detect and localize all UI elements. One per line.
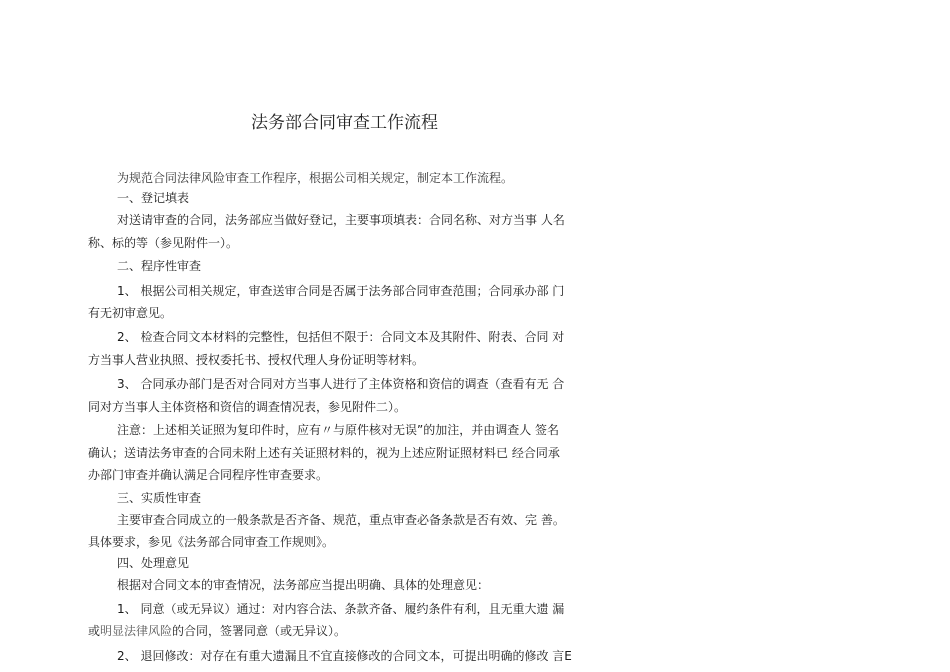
- opinions-item-1-text-a: 或: [88, 624, 101, 638]
- substantive-paragraph-line-1: 主要审查合同成立的一般条款是否齐备、规范，重点审查必备条款是否有效、完 善。: [117, 513, 565, 527]
- registration-paragraph-line-1: 对送请审查的合同，法务部应当做好登记，主要事项填表：合同名称、对方当事 人名: [117, 213, 565, 227]
- procedural-item-2-line-1: 2、 检查合同文本材料的完整性，包括但不限于：合同文本及其附件、附表、合同 对: [117, 330, 565, 344]
- opinions-item-1-text-c: 的合同，签署同意（或无异议）。: [172, 624, 347, 638]
- procedural-note-line-3: 办部门审查并确认满足合同程序性审查要求。: [88, 468, 329, 482]
- opinions-item-2-line-1: 2、 退回修改：对存在有重大遗漏且不宜直接修改的合同文本，可提出明确的修改 言E: [117, 649, 572, 663]
- registration-paragraph-line-2: 称、标的等（参见附件一）。: [88, 236, 239, 250]
- page-title: 法务部合同审查工作流程: [251, 113, 438, 133]
- procedural-item-1-line-2: 有无初审意见。: [88, 306, 173, 320]
- intro-paragraph: 为规范合同法律风险审查工作程序，根据公司相关规定，制定本工作流程。: [117, 171, 514, 185]
- procedural-item-1-line-1: 1、 根据公司相关规定，审查送审合同是否属于法务部合同审查范围；合同承办部 门: [117, 284, 565, 298]
- opinions-item-1-text-b: 明显法律风险: [100, 624, 173, 638]
- procedural-note-line-2: 确认；送请法务审查的合同未附上述有关证照材料的，视为上述应附证照材料已 经合同承: [88, 446, 560, 460]
- opinions-item-1-line-2: [88, 623, 346, 639]
- opinions-item-1-line-1: 1、 同意（或无异议）通过：对内容合法、条款齐备、履约条件有利，且无重大遗 漏: [117, 602, 565, 616]
- procedural-note-line-1: 注意：上述相关证照为复印件时，应有〃与原件核对无误”的加注，并由调查人 签名: [117, 423, 560, 437]
- procedural-item-3-line-2: 同对方当事人主体资格和资信的调查情况表，参见附件二）。: [88, 400, 407, 414]
- section-heading-registration: 一、登记填表: [117, 191, 190, 205]
- section-heading-substantive-review: 三、实质性审查: [117, 491, 202, 505]
- section-heading-procedural-review: 二、程序性审查: [117, 259, 202, 273]
- section-heading-opinions: 四、处理意见: [117, 556, 190, 570]
- opinions-paragraph: 根据对合同文本的审查情况，法务部应当提出明确、具体的处理意见：: [117, 578, 490, 592]
- procedural-item-3-line-1: 3、 合同承办部门是否对合同对方当事人进行了主体资格和资信的调查（查看有无 合: [117, 377, 565, 391]
- substantive-paragraph-line-2: 具体要求，参见《法务部合同审查工作规则》。: [88, 535, 335, 549]
- procedural-item-2-line-2: 方当事人营业执照、授权委托书、授权代理人身份证明等材料。: [88, 353, 425, 367]
